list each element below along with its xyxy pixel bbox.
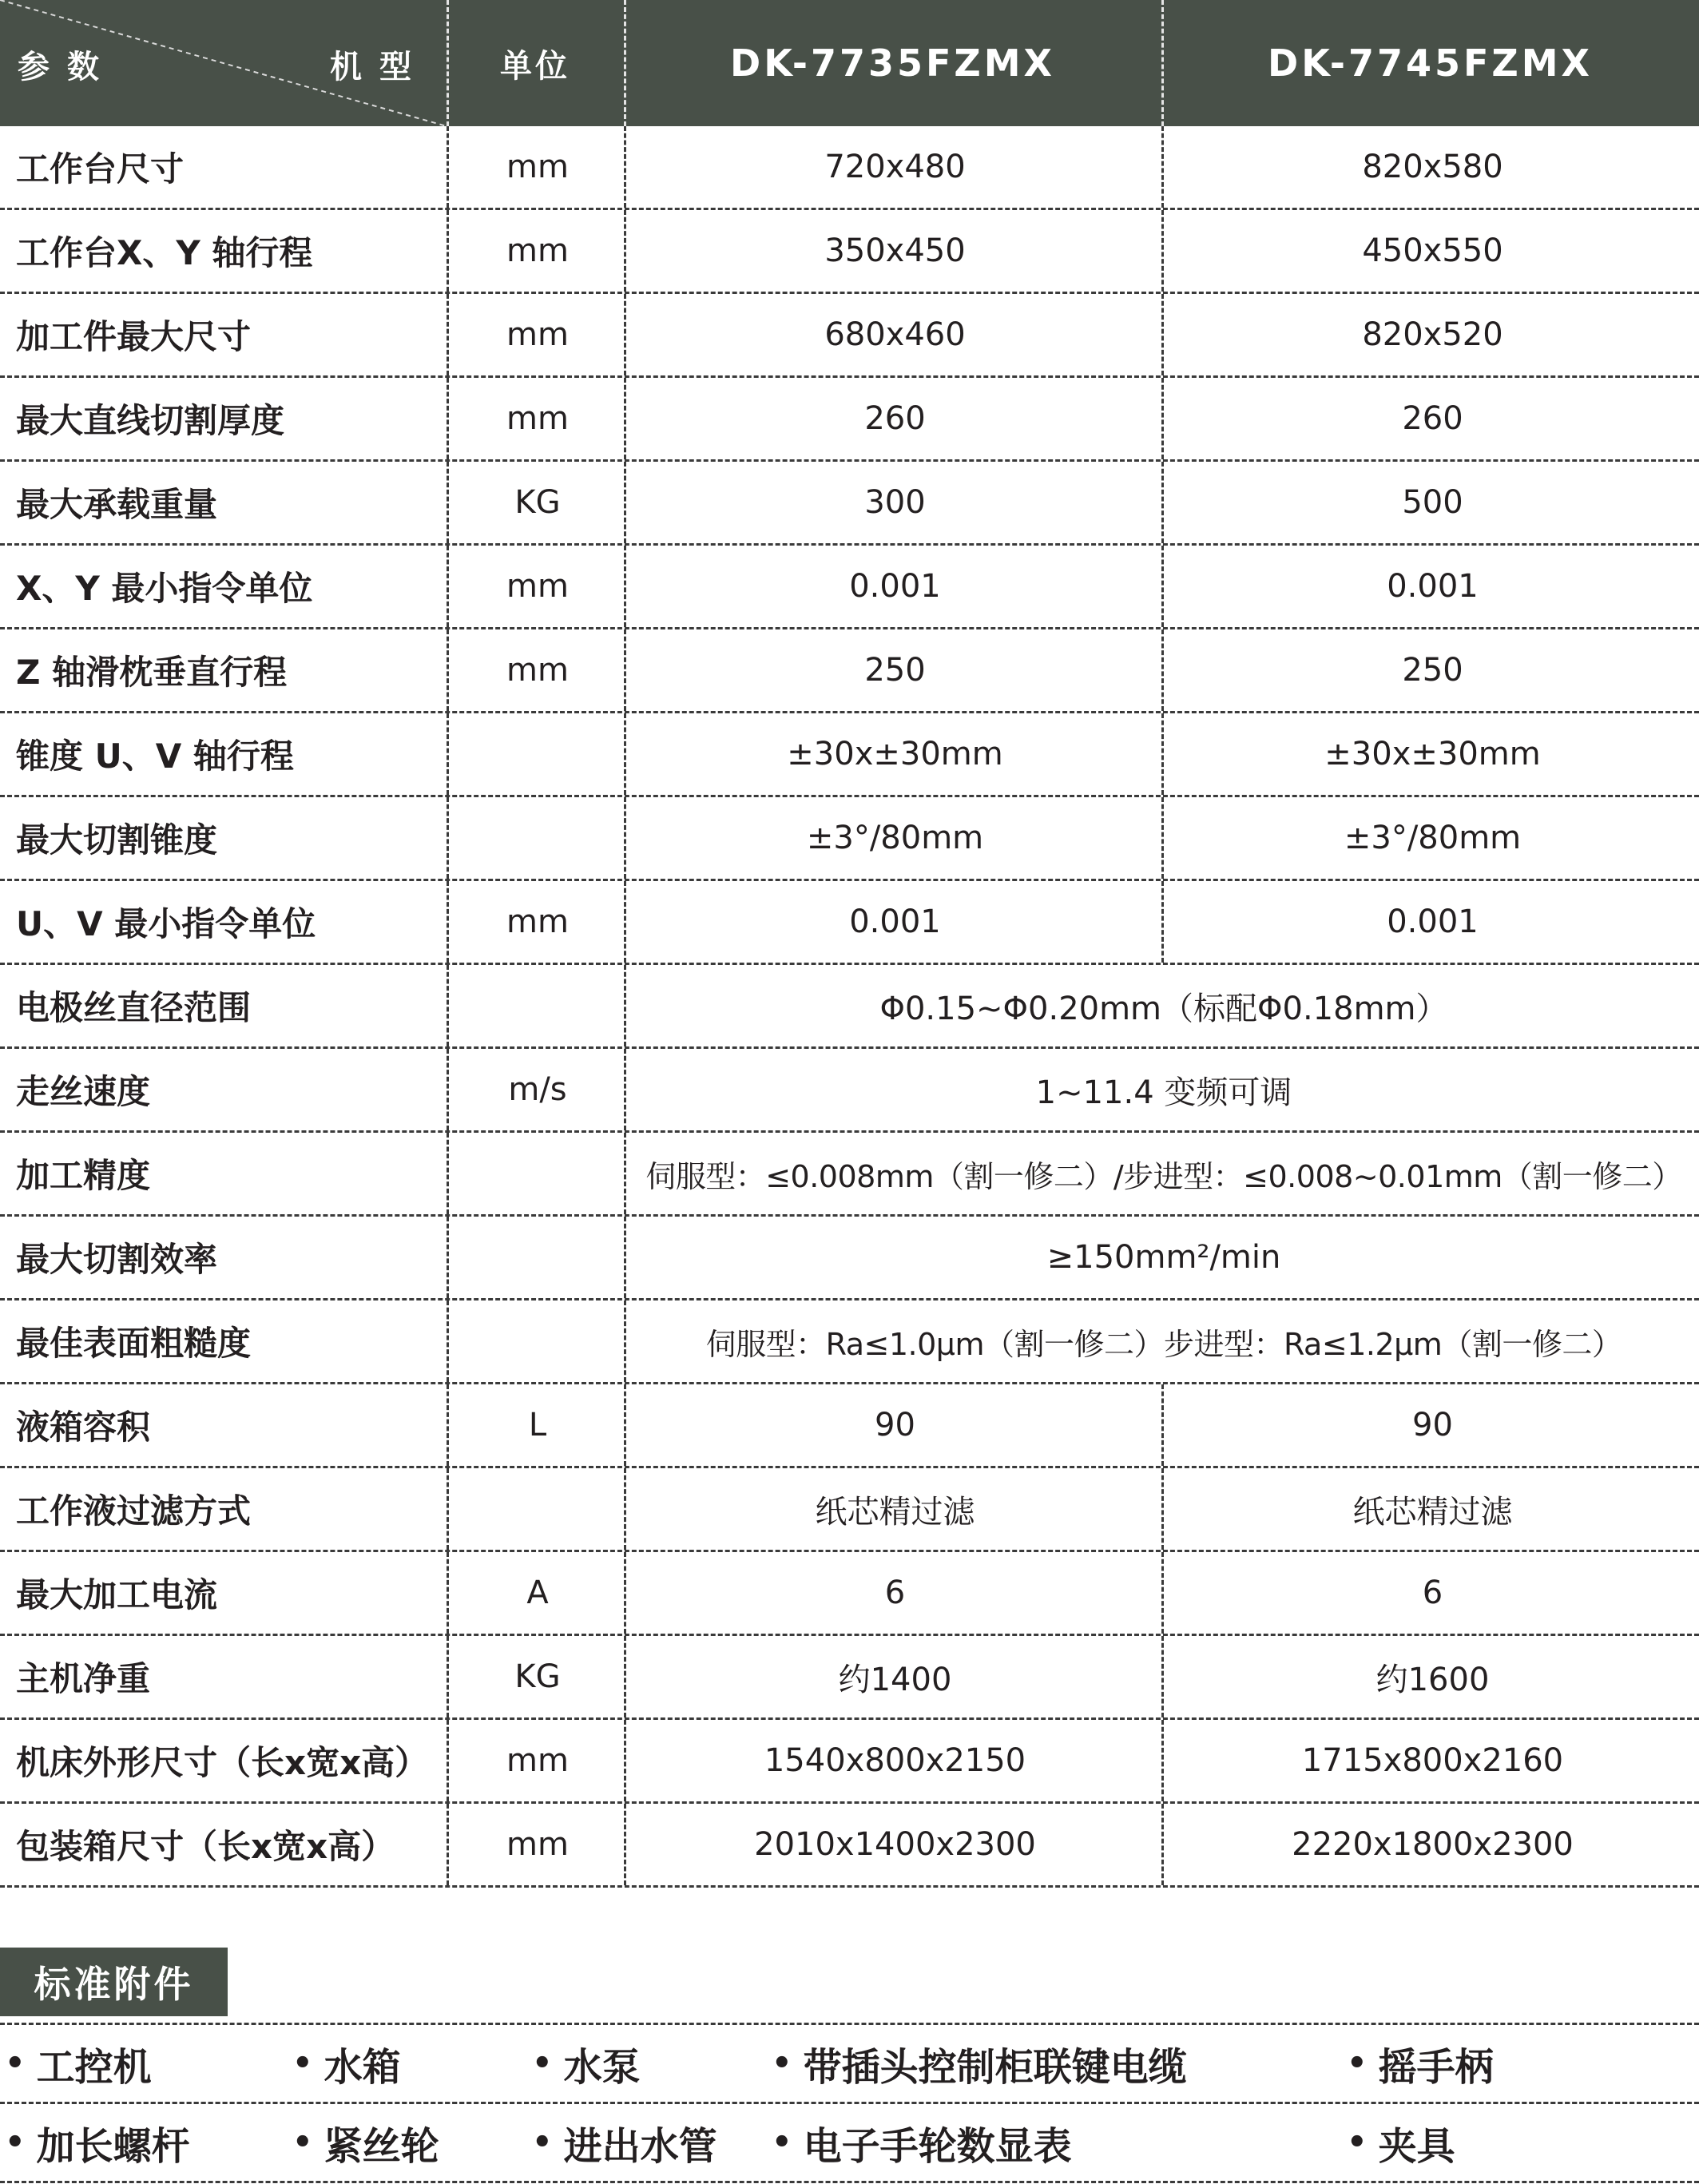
param-name-cell: 工作台X、Y 轴行程	[16, 233, 313, 272]
table-row	[0, 629, 1699, 713]
model-2-value-cell: 820x520	[1161, 294, 1699, 375]
accessory-label: 水泵	[563, 2044, 641, 2090]
table-row	[0, 1552, 1699, 1636]
table-row	[0, 1384, 1699, 1468]
accessory-item	[1347, 2104, 1455, 2181]
model-2-value-cell: 250	[1161, 629, 1699, 711]
param-name-cell: 电极丝直径范围	[16, 988, 252, 1027]
unit-cell: mm	[447, 126, 626, 208]
bullet-icon: •	[1347, 2045, 1368, 2082]
table-row	[0, 126, 1699, 210]
accessory-label: 带插头控制柜联键电缆	[803, 2044, 1187, 2090]
table-row	[0, 1468, 1699, 1552]
table-row	[0, 965, 1699, 1049]
accessory-row	[0, 2102, 1699, 2183]
accessory-label: 水箱	[324, 2044, 401, 2090]
unit-cell: m/s	[447, 1049, 626, 1130]
accessories-title: 标准附件	[0, 1948, 228, 2016]
unit-cell: mm	[447, 546, 626, 627]
model-1-value-cell: 1540x800x2150	[624, 1720, 1164, 1801]
accessory-row	[0, 2023, 1699, 2104]
model-2-value-cell: 1715x800x2160	[1161, 1720, 1699, 1801]
model-1-value-cell: 6	[624, 1552, 1164, 1634]
model-2-value-cell: 0.001	[1161, 546, 1699, 627]
model-1-value-cell: 0.001	[624, 881, 1164, 963]
header-corner-cell	[0, 0, 447, 126]
model-header-1	[624, 0, 1161, 126]
unit-cell: mm	[447, 294, 626, 375]
model-2-value-cell: 6	[1161, 1552, 1699, 1634]
table-row	[0, 1636, 1699, 1720]
accessory-item	[292, 2025, 401, 2102]
param-name-cell: 最大承载重量	[16, 485, 218, 524]
model-2-value-cell: 90	[1161, 1384, 1699, 1466]
model-2-value-cell: 820x580	[1161, 126, 1699, 208]
param-name-cell: 最大直线切割厚度	[16, 401, 285, 440]
model-2-value-cell: 450x550	[1161, 210, 1699, 292]
model-2-value-cell: ±30x±30mm	[1161, 713, 1699, 795]
merged-value-cell: 伺服型：Ra≤1.0μm（割一修二）步进型：Ra≤1.2μm（割一修二）	[624, 1300, 1699, 1382]
table-row	[0, 1133, 1699, 1217]
model-1-value-cell: 2010x1400x2300	[624, 1804, 1164, 1885]
unit-header-label: 单位	[500, 47, 570, 85]
accessory-label: 夹具	[1378, 2123, 1455, 2169]
table-row	[0, 378, 1699, 462]
model-header-label: 机型	[330, 49, 429, 85]
bullet-icon: •	[1347, 2124, 1368, 2161]
unit-cell	[447, 1300, 626, 1382]
unit-cell	[447, 797, 626, 879]
table-row	[0, 1217, 1699, 1300]
param-header-label: 参数	[18, 49, 117, 85]
bullet-icon: •	[5, 2124, 26, 2161]
param-name-cell: 加工精度	[16, 1156, 151, 1195]
accessory-item	[532, 2025, 641, 2102]
accessory-item	[532, 2104, 717, 2181]
param-name-cell: 机床外形尺寸（长x宽x高）	[16, 1743, 429, 1782]
model-1-value-cell: ±3°/80mm	[624, 797, 1164, 879]
bullet-icon: •	[532, 2124, 553, 2161]
accessory-label: 加长螺杆	[36, 2123, 190, 2169]
model-name: DK-7735FZMX	[730, 42, 1055, 85]
unit-cell: KG	[447, 1636, 626, 1717]
model-1-value-cell: 350x450	[624, 210, 1164, 292]
unit-cell: mm	[447, 881, 626, 963]
model-2-value-cell: 500	[1161, 462, 1699, 543]
unit-cell: L	[447, 1384, 626, 1466]
unit-cell	[447, 1217, 626, 1298]
table-row	[0, 1300, 1699, 1384]
accessory-item	[772, 2104, 1072, 2181]
unit-cell	[447, 1133, 626, 1214]
model-1-value-cell: 纸芯精过滤	[624, 1468, 1164, 1550]
model-1-value-cell: 300	[624, 462, 1164, 543]
accessory-item	[292, 2104, 439, 2181]
table-row	[0, 462, 1699, 546]
model-name: DK-7745FZMX	[1268, 42, 1593, 85]
param-name-cell: U、V 最小指令单位	[16, 904, 316, 943]
accessory-label: 摇手柄	[1378, 2044, 1494, 2090]
spec-table-body	[0, 126, 1699, 1888]
unit-cell: KG	[447, 462, 626, 543]
model-1-value-cell: 260	[624, 378, 1164, 459]
table-row	[0, 713, 1699, 797]
merged-value-cell: Φ0.15~Φ0.20mm（标配Φ0.18mm）	[624, 965, 1699, 1046]
table-row	[0, 881, 1699, 965]
unit-cell: mm	[447, 378, 626, 459]
param-name-cell: 走丝速度	[16, 1072, 151, 1111]
accessory-item	[1347, 2025, 1494, 2102]
model-header-2	[1161, 0, 1699, 126]
accessory-label: 紧丝轮	[324, 2123, 439, 2169]
unit-cell	[447, 965, 626, 1046]
accessories-list	[0, 2025, 1699, 2183]
bullet-icon: •	[292, 2045, 313, 2082]
param-name-cell: 包装箱尺寸（长x宽x高）	[16, 1827, 395, 1866]
accessory-item	[772, 2025, 1187, 2102]
bullet-icon: •	[292, 2124, 313, 2161]
unit-cell: mm	[447, 1804, 626, 1885]
model-1-value-cell: ±30x±30mm	[624, 713, 1164, 795]
model-1-value-cell: 约1400	[624, 1636, 1164, 1717]
model-1-value-cell: 90	[624, 1384, 1164, 1466]
param-name-cell: 加工件最大尺寸	[16, 317, 252, 356]
model-2-value-cell: 0.001	[1161, 881, 1699, 963]
unit-cell	[447, 1468, 626, 1550]
model-1-value-cell: 250	[624, 629, 1164, 711]
param-name-cell: Z 轴滑枕垂直行程	[16, 653, 288, 692]
table-row	[0, 1804, 1699, 1888]
accessory-label: 电子手轮数显表	[803, 2123, 1072, 2169]
merged-value-cell: 1~11.4 变频可调	[624, 1049, 1699, 1130]
merged-value-cell: 伺服型：≤0.008mm（割一修二）/步进型：≤0.008~0.01mm（割一修二）	[624, 1133, 1699, 1214]
param-name-cell: 最大切割效率	[16, 1240, 218, 1279]
unit-cell	[447, 713, 626, 795]
table-row	[0, 1720, 1699, 1804]
table-header	[0, 0, 1699, 126]
accessory-label: 工控机	[36, 2044, 152, 2090]
bullet-icon: •	[772, 2124, 792, 2161]
model-2-value-cell: 260	[1161, 378, 1699, 459]
model-1-value-cell: 0.001	[624, 546, 1164, 627]
table-row	[0, 546, 1699, 629]
param-name-cell: 最佳表面粗糙度	[16, 1324, 252, 1363]
param-name-cell: 最大加工电流	[16, 1575, 218, 1614]
param-name-cell: 工作台尺寸	[16, 149, 185, 189]
accessory-item	[5, 2104, 190, 2181]
param-name-cell: 锥度 U、V 轴行程	[16, 737, 294, 776]
table-row	[0, 797, 1699, 881]
bullet-icon: •	[5, 2045, 26, 2082]
unit-cell: mm	[447, 1720, 626, 1801]
unit-header	[447, 0, 624, 126]
model-2-value-cell: 约1600	[1161, 1636, 1699, 1717]
accessory-item	[5, 2025, 152, 2102]
param-name-cell: 液箱容积	[16, 1408, 151, 1447]
model-1-value-cell: 680x460	[624, 294, 1164, 375]
table-row	[0, 1049, 1699, 1133]
accessory-label: 进出水管	[563, 2123, 717, 2169]
model-2-value-cell: ±3°/80mm	[1161, 797, 1699, 879]
param-name-cell: 工作液过滤方式	[16, 1491, 252, 1531]
bullet-icon: •	[532, 2045, 553, 2082]
table-row	[0, 294, 1699, 378]
table-row	[0, 210, 1699, 294]
param-name-cell: X、Y 最小指令单位	[16, 569, 313, 608]
model-2-value-cell: 2220x1800x2300	[1161, 1804, 1699, 1885]
unit-cell: A	[447, 1552, 626, 1634]
model-1-value-cell: 720x480	[624, 126, 1164, 208]
unit-cell: mm	[447, 210, 626, 292]
model-2-value-cell: 纸芯精过滤	[1161, 1468, 1699, 1550]
param-name-cell: 最大切割锥度	[16, 820, 218, 860]
merged-value-cell: ≥150mm²/min	[624, 1217, 1699, 1298]
bullet-icon: •	[772, 2045, 792, 2082]
unit-cell: mm	[447, 629, 626, 711]
param-name-cell: 主机净重	[16, 1659, 151, 1698]
